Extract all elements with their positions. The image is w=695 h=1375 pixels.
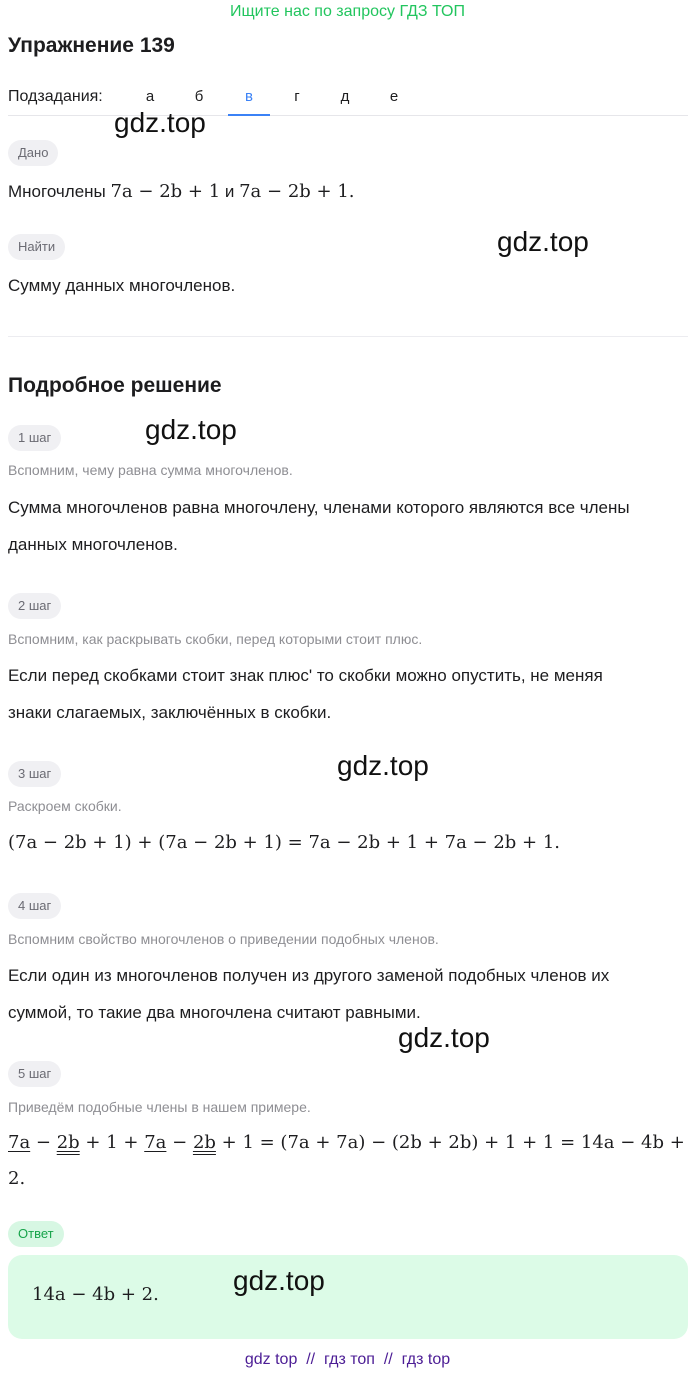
- page-title: Упражнение 139: [8, 34, 175, 57]
- given-conj: и: [220, 182, 240, 201]
- watermark: gdz.top: [497, 226, 589, 257]
- answer-box: [8, 1255, 688, 1339]
- math-op: −: [166, 1132, 193, 1153]
- subtask-tab-v[interactable]: в: [228, 87, 270, 107]
- watermark: gdz.top: [398, 1022, 490, 1053]
- subtask-tab-a[interactable]: а: [145, 88, 155, 105]
- footer-link-gdz-top-mixed[interactable]: гдз top: [401, 1351, 451, 1368]
- step-text-line: Сумма многочленов равна многочлену, членами которого являются все члены: [8, 498, 630, 517]
- watermark: gdz.top: [145, 414, 237, 445]
- term-2b: 2b: [192, 1132, 216, 1153]
- step-hint: Вспомним свойство многочленов о приведении подобных членов.: [8, 931, 439, 947]
- step-text-line: суммой, то такие два многочлена считают равными.: [8, 1003, 421, 1022]
- term-7a: 7a: [8, 1132, 31, 1153]
- footer-separator: //: [297, 1351, 325, 1368]
- section-divider: [8, 336, 688, 337]
- step-text-line: Если перед скобками стоит знак плюс' то скобки можно опустить, не меняя: [8, 666, 603, 685]
- subtask-tab-e[interactable]: е: [389, 88, 399, 105]
- find-text: Сумму данных многочленов.: [8, 276, 236, 295]
- term-2b: 2b: [56, 1132, 80, 1153]
- step-tag: 1 шаг: [8, 425, 61, 451]
- find-tag: Найти: [8, 234, 65, 260]
- watermark: gdz.top: [114, 107, 206, 138]
- step-math: (7a − 2b + 1) + (7a − 2b + 1) = 7a − 2b + 1 + 7a − 2b + 1.: [8, 832, 561, 853]
- step-hint: Вспомним, чему равна сумма многочленов.: [8, 462, 293, 478]
- step-tag: 2 шаг: [8, 593, 61, 619]
- given-text: [8, 173, 688, 210]
- given-end: .: [348, 181, 355, 202]
- footer-link-gdz-top[interactable]: gdz top: [244, 1351, 298, 1368]
- given-poly-2: 7a − 2b + 1: [239, 181, 349, 202]
- given-poly-1: 7a − 2b + 1: [110, 181, 221, 202]
- step-hint: Раскроем скобки.: [8, 798, 122, 814]
- watermark: gdz.top: [233, 1265, 325, 1296]
- subtask-tab-g[interactable]: г: [294, 88, 300, 105]
- math-op: + 1 +: [79, 1132, 145, 1153]
- step-tag: 4 шаг: [8, 893, 61, 919]
- subtask-tab-d[interactable]: д: [340, 88, 350, 105]
- given-prefix: Многочлены: [8, 182, 111, 201]
- term-7a: 7a: [144, 1132, 167, 1153]
- step-text-line: Если один из многочленов получен из другого заменой подобных членов их: [8, 966, 610, 985]
- subtasks-label: Подзадания:: [8, 88, 103, 105]
- answer-tag: Ответ: [8, 1221, 64, 1247]
- step-tag: 5 шаг: [8, 1061, 61, 1087]
- step-text-line: данных многочленов.: [8, 535, 178, 554]
- solution-title: Подробное решение: [8, 374, 222, 397]
- watermark: gdz.top: [337, 750, 429, 781]
- step-math-line: [8, 1124, 688, 1161]
- footer-links: [0, 1350, 695, 1370]
- subtasks-bar: [8, 78, 688, 116]
- step-hint: Вспомним, как раскрывать скобки, перед которыми стоит плюс.: [8, 631, 423, 647]
- top-banner: Ищите нас по запросу ГДЗ ТОП: [230, 3, 465, 20]
- footer-link-gdz-top-ru[interactable]: гдз топ: [324, 1351, 375, 1368]
- subtask-tab-b[interactable]: б: [194, 88, 204, 105]
- step-text-line: знаки слагаемых, заключённых в скобки.: [8, 703, 332, 722]
- step-math-continued: 2.: [8, 1168, 26, 1189]
- math-op: −: [30, 1132, 57, 1153]
- step-tag: 3 шаг: [8, 761, 61, 787]
- math-rest: + 1 = (7a + 7a) − (2b + 2b) + 1 + 1 = 14a − 4b +: [215, 1132, 685, 1153]
- given-tag: Дано: [8, 140, 58, 166]
- footer-separator: //: [374, 1351, 402, 1368]
- answer-text: 14a − 4b + 2.: [32, 1284, 159, 1305]
- step-hint: Приведём подобные члены в нашем примере.: [8, 1099, 311, 1115]
